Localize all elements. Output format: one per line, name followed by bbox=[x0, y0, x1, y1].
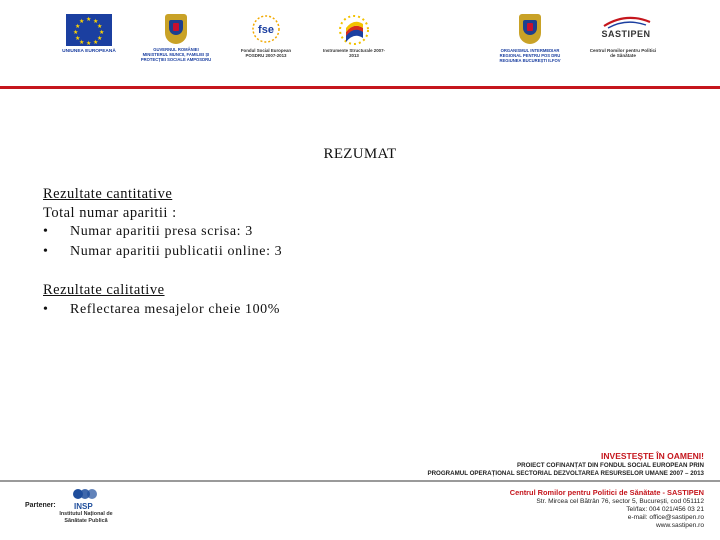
footer-address: Str. Mircea cel Bătrân 76, sector 5, București, cod 051112 bbox=[536, 498, 704, 505]
list-item-print-appearances: Numar aparitii presa scrisa: 3 bbox=[70, 224, 253, 239]
list-bullet: • bbox=[43, 224, 48, 239]
eu-caption: UNIUNEA EUROPEANĂ bbox=[62, 49, 116, 54]
partner-label: Partener: bbox=[25, 502, 56, 509]
instrumente-caption: Instrumente Structurale 2007-2013 bbox=[323, 48, 385, 59]
list-bullet: • bbox=[43, 244, 48, 259]
header-divider bbox=[0, 86, 720, 89]
insp-name: Institutul Național de Sănătate Publică bbox=[59, 511, 113, 524]
footer-email[interactable]: e-mail: office@sastipen.ro bbox=[627, 514, 704, 521]
eu-flag-icon: ★ ★ ★ ★ ★ ★ ★ ★ ★ ★ ★ ★ bbox=[66, 14, 112, 46]
list-bullet: • bbox=[43, 302, 48, 317]
fse-logo-icon bbox=[248, 14, 284, 44]
quantitative-heading: Rezultate cantitative bbox=[43, 186, 173, 202]
insp-acronym: INSP bbox=[74, 502, 93, 511]
sastipen-logo-icon bbox=[596, 14, 656, 44]
insp-logo-icon bbox=[72, 486, 98, 502]
government-caption: GUVERNUL ROMÂNIEI MINISTERUL MUNCII, FAMILIEI ȘI PROTECȚIEI SOCIALE AMPOSDRU bbox=[140, 47, 212, 62]
list-item-online-appearances: Numar aparitii publicatii online: 3 bbox=[70, 244, 283, 259]
footer-phone: Tel/fax: 004 021/456 03 21 bbox=[626, 506, 704, 513]
romania-coat-of-arms-icon bbox=[519, 14, 541, 44]
footer-divider bbox=[0, 480, 720, 482]
sastipen-wordmark: SASTIPEN bbox=[601, 29, 651, 39]
footer-project-line1: PROIECT COFINANȚAT DIN FONDUL SOCIAL EUROPEAN PRIN bbox=[516, 462, 704, 469]
total-appearances-label: Total numar aparitii : bbox=[43, 205, 177, 221]
footer-org-name: Centrul Romilor pentru Politici de Sănătate - SASTIPEN bbox=[509, 488, 704, 497]
qualitative-heading: Rezultate calitative bbox=[43, 282, 165, 298]
list-item-key-messages: Reflectarea mesajelor cheie 100% bbox=[70, 302, 281, 317]
fse-mark-text: fse bbox=[258, 24, 274, 36]
instrumente-structurale-icon bbox=[336, 12, 372, 48]
romania-coat-of-arms-icon bbox=[165, 14, 187, 44]
sastipen-caption: Centrul Romilor pentru Politici de Sănătate bbox=[589, 48, 657, 59]
regional-caption: ORGANISMUL INTERMEDIAR REGIONAL PENTRU POS DRU REGIUNEA BUCUREȘTI ILFOV bbox=[499, 48, 561, 63]
footer-slogan: INVESTEȘTE ÎN OAMENI! bbox=[601, 451, 704, 461]
fse-caption: Fondul Social European POSDRU 2007-2013 bbox=[240, 48, 292, 59]
footer-project-line2: PROGRAMUL OPERAȚIONAL SECTORIAL DEZVOLTAREA RESURSELOR UMANE 2007 – 2013 bbox=[427, 470, 704, 477]
footer-website[interactable]: www.sastipen.ro bbox=[655, 522, 704, 529]
page-title: REZUMAT bbox=[323, 146, 397, 162]
